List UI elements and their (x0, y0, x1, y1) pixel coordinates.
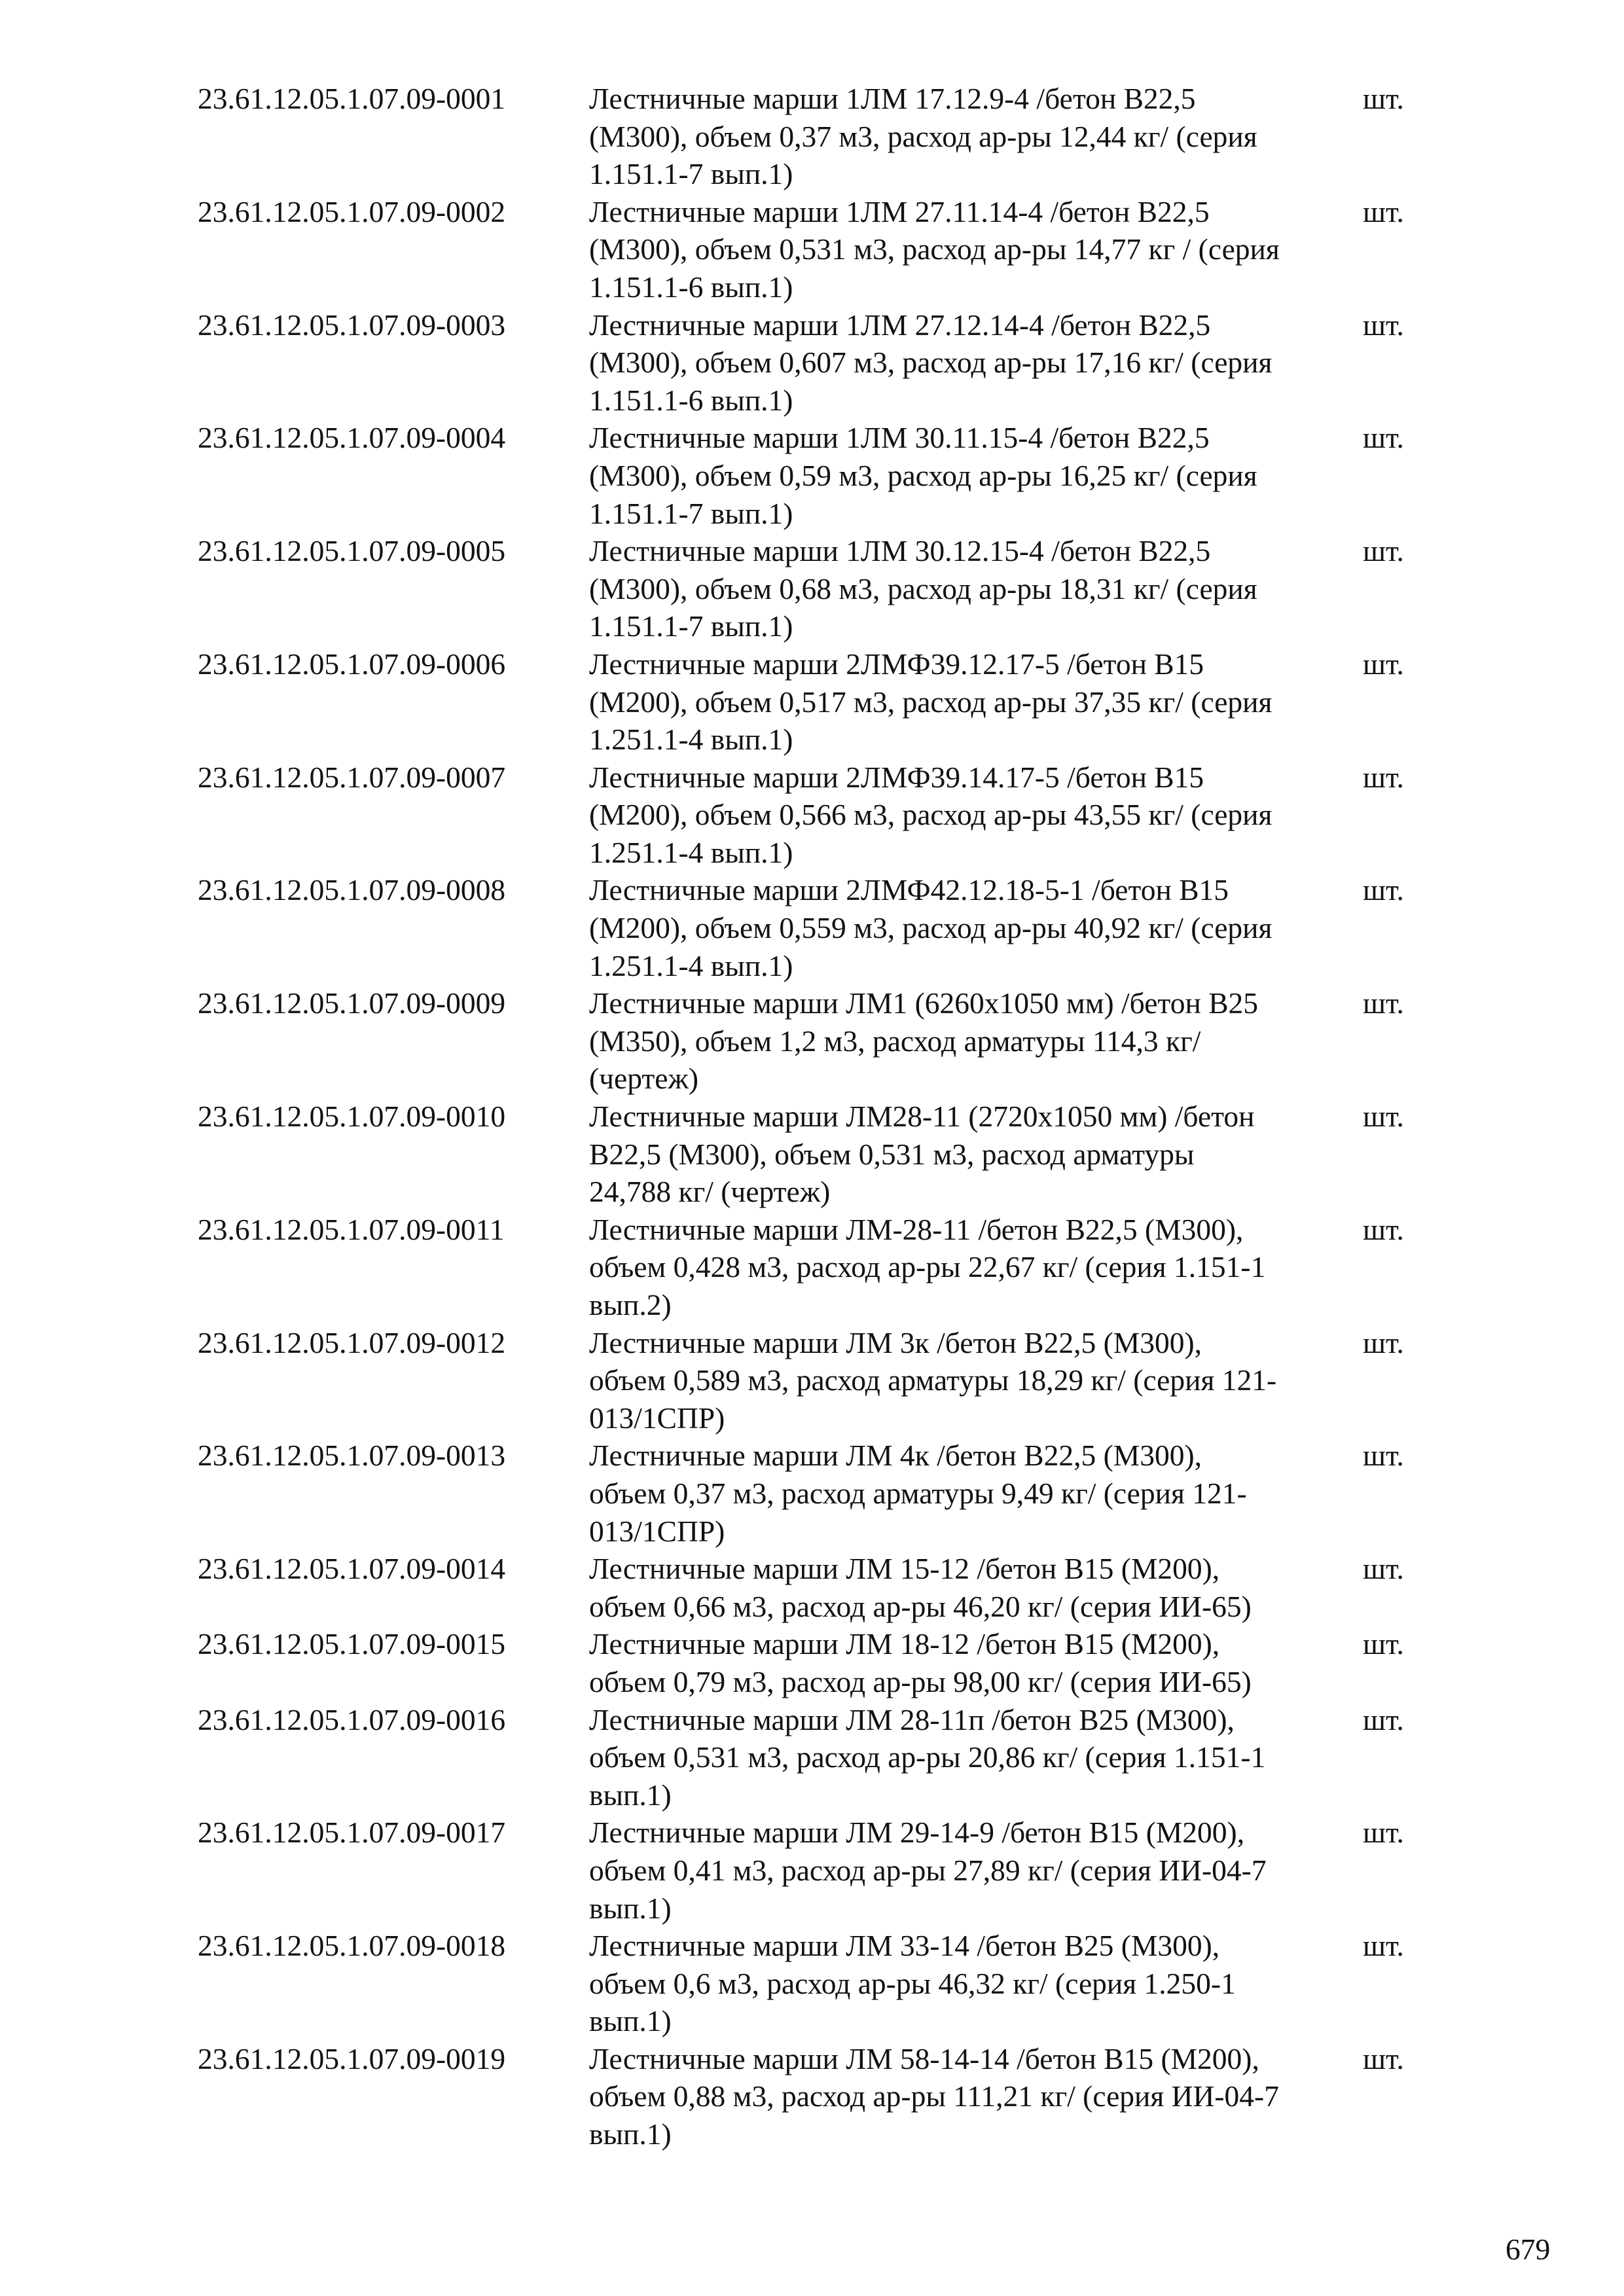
item-description: Лестничные марши 1ЛМ 27.11.14-4 /бетон В22,5 (М300), объем 0,531 м3, расход ар-ры 14,77 кг / (серия 1.151.1-6 вып.1) (589, 194, 1280, 304)
item-unit: шт. (1363, 2041, 1404, 2075)
table-row (198, 532, 1441, 645)
item-description: Лестничные марши ЛМ 58-14-14 /бетон В15 (М200), объем 0,88 м3, расход ар-ры 111,21 кг/ (серия ИИ-04-7 вып.1) (589, 2041, 1279, 2151)
item-code: 23.61.12.05.1.07.09-0011 (198, 1212, 505, 1246)
item-description: Лестничные марши 1ЛМ 30.11.15-4 /бетон В22,5 (М300), объем 0,59 м3, расход ар-ры 16,25 кг/ (серия 1.151.1-7 вып.1) (589, 421, 1257, 530)
item-description: Лестничные марши 2ЛМФ42.12.18-5-1 /бетон В15 (М200), объем 0,559 м3, расход ар-ры 40,92 кг/ (серия 1.251.1-4 вып.1) (589, 873, 1272, 982)
table-row (198, 1324, 1441, 1437)
table-row (198, 1550, 1441, 1625)
item-unit: шт. (1363, 1816, 1404, 1850)
item-code: 23.61.12.05.1.07.09-0014 (198, 1552, 506, 1586)
table-row (198, 871, 1441, 984)
item-unit: шт. (1363, 534, 1404, 568)
item-code: 23.61.12.05.1.07.09-0010 (198, 1100, 506, 1134)
item-code: 23.61.12.05.1.07.09-0013 (198, 1439, 506, 1473)
item-description: Лестничные марши ЛМ 33-14 /бетон В25 (М300), объем 0,6 м3, расход ар-ры 46,32 кг/ (серия 1.250-1 вып.1) (589, 1929, 1236, 2038)
item-unit: шт. (1363, 647, 1404, 681)
item-code: 23.61.12.05.1.07.09-0016 (198, 1702, 506, 1736)
item-description: Лестничные марши ЛМ-28-11 /бетон В22,5 (М300), объем 0,428 м3, расход ар-ры 22,67 кг/ (серия 1.151-1 вып.2) (589, 1212, 1266, 1321)
item-unit: шт. (1363, 194, 1404, 228)
item-description: Лестничные марши ЛМ 29-14-9 /бетон В15 (М200), объем 0,41 м3, расход ар-ры 27,89 кг/ (серия ИИ-04-7 вып.1) (589, 1816, 1267, 1925)
item-description: Лестничные марши ЛМ 18-12 /бетон В15 (М200), объем 0,79 м3, расход ар-ры 98,00 кг/ (серия ИИ-65) (589, 1627, 1252, 1698)
table-row (198, 1437, 1441, 1550)
item-unit: шт. (1363, 1929, 1404, 1963)
price-list-table (198, 80, 1441, 2153)
table-row (198, 2040, 1441, 2153)
item-code: 23.61.12.05.1.07.09-0018 (198, 1929, 506, 1963)
item-unit: шт. (1363, 1439, 1404, 1473)
item-code: 23.61.12.05.1.07.09-0012 (198, 1325, 506, 1359)
item-description: Лестничные марши 1ЛМ 17.12.9-4 /бетон В22,5 (М300), объем 0,37 м3, расход ар-ры 12,44 кг/ (серия 1.151.1-7 вып.1) (589, 82, 1257, 191)
table-row (198, 306, 1441, 420)
table-row (198, 1211, 1441, 1324)
item-unit: шт. (1363, 760, 1404, 794)
item-unit: шт. (1363, 1100, 1404, 1134)
table-row (198, 1701, 1441, 1814)
item-unit: шт. (1363, 308, 1404, 342)
item-description: Лестничные марши 1ЛМ 30.12.15-4 /бетон В22,5 (М300), объем 0,68 м3, расход ар-ры 18,31 кг/ (серия 1.151.1-7 вып.1) (589, 534, 1257, 643)
table-row (198, 645, 1441, 759)
page-number: 679 (1506, 2233, 1551, 2266)
table-row (198, 193, 1441, 306)
table-row (198, 1625, 1441, 1700)
table-row (198, 1098, 1441, 1211)
item-description: Лестничные марши ЛМ 4к /бетон В22,5 (М300), объем 0,37 м3, расход арматуры 9,49 кг/ (серия 121- 013/1СПР) (589, 1439, 1247, 1548)
item-code: 23.61.12.05.1.07.09-0005 (198, 534, 506, 568)
item-code: 23.61.12.05.1.07.09-0003 (198, 308, 506, 342)
item-description: Лестничные марши ЛМ 3к /бетон В22,5 (М300), объем 0,589 м3, расход арматуры 18,29 кг/ (серия 121- 013/1СПР) (589, 1325, 1277, 1435)
item-description: Лестничные марши ЛМ1 (6260x1050 мм) /бетон В25 (М350), объем 1,2 м3, расход арматуры 114,3 кг/ (чертеж) (589, 986, 1259, 1096)
item-code: 23.61.12.05.1.07.09-0019 (198, 2041, 506, 2075)
item-unit: шт. (1363, 421, 1404, 455)
item-unit: шт. (1363, 1552, 1404, 1586)
item-unit: шт. (1363, 82, 1404, 115)
item-code: 23.61.12.05.1.07.09-0007 (198, 760, 506, 794)
item-code: 23.61.12.05.1.07.09-0017 (198, 1816, 506, 1850)
table-row (198, 1927, 1441, 2040)
item-description: Лестничные марши 1ЛМ 27.12.14-4 /бетон В22,5 (М300), объем 0,607 м3, расход ар-ры 17,16 кг/ (серия 1.151.1-6 вып.1) (589, 308, 1272, 417)
item-description: Лестничные марши 2ЛМФ39.12.17-5 /бетон В15 (М200), объем 0,517 м3, расход ар-ры 37,35 кг/ (серия 1.251.1-4 вып.1) (589, 647, 1272, 757)
item-description: Лестничные марши ЛМ 28-11п /бетон В25 (М300), объем 0,531 м3, расход ар-ры 20,86 кг/ (серия 1.151-1 вып.1) (589, 1702, 1266, 1812)
item-description: Лестничные марши ЛМ28-11 (2720x1050 мм) /бетон В22,5 (М300), объем 0,531 м3, расход арматуры 24,788 кг/ (чертеж) (589, 1100, 1255, 1209)
table-row (198, 419, 1441, 532)
table-row (198, 1814, 1441, 1927)
item-code: 23.61.12.05.1.07.09-0015 (198, 1627, 506, 1661)
item-unit: шт. (1363, 1325, 1404, 1359)
item-unit: шт. (1363, 873, 1404, 907)
item-code: 23.61.12.05.1.07.09-0009 (198, 986, 506, 1020)
item-code: 23.61.12.05.1.07.09-0004 (198, 421, 506, 455)
item-code: 23.61.12.05.1.07.09-0001 (198, 82, 506, 115)
item-unit: шт. (1363, 1627, 1404, 1661)
table-row (198, 759, 1441, 872)
item-code: 23.61.12.05.1.07.09-0006 (198, 647, 506, 681)
table-row (198, 984, 1441, 1098)
item-code: 23.61.12.05.1.07.09-0002 (198, 194, 506, 228)
item-unit: шт. (1363, 1212, 1404, 1246)
item-unit: шт. (1363, 986, 1404, 1020)
item-description: Лестничные марши 2ЛМФ39.14.17-5 /бетон В15 (М200), объем 0,566 м3, расход ар-ры 43,55 кг/ (серия 1.251.1-4 вып.1) (589, 760, 1272, 869)
item-code: 23.61.12.05.1.07.09-0008 (198, 873, 506, 907)
table-row (198, 80, 1441, 193)
item-unit: шт. (1363, 1702, 1404, 1736)
item-description: Лестничные марши ЛМ 15-12 /бетон В15 (М200), объем 0,66 м3, расход ар-ры 46,20 кг/ (серия ИИ-65) (589, 1552, 1252, 1623)
